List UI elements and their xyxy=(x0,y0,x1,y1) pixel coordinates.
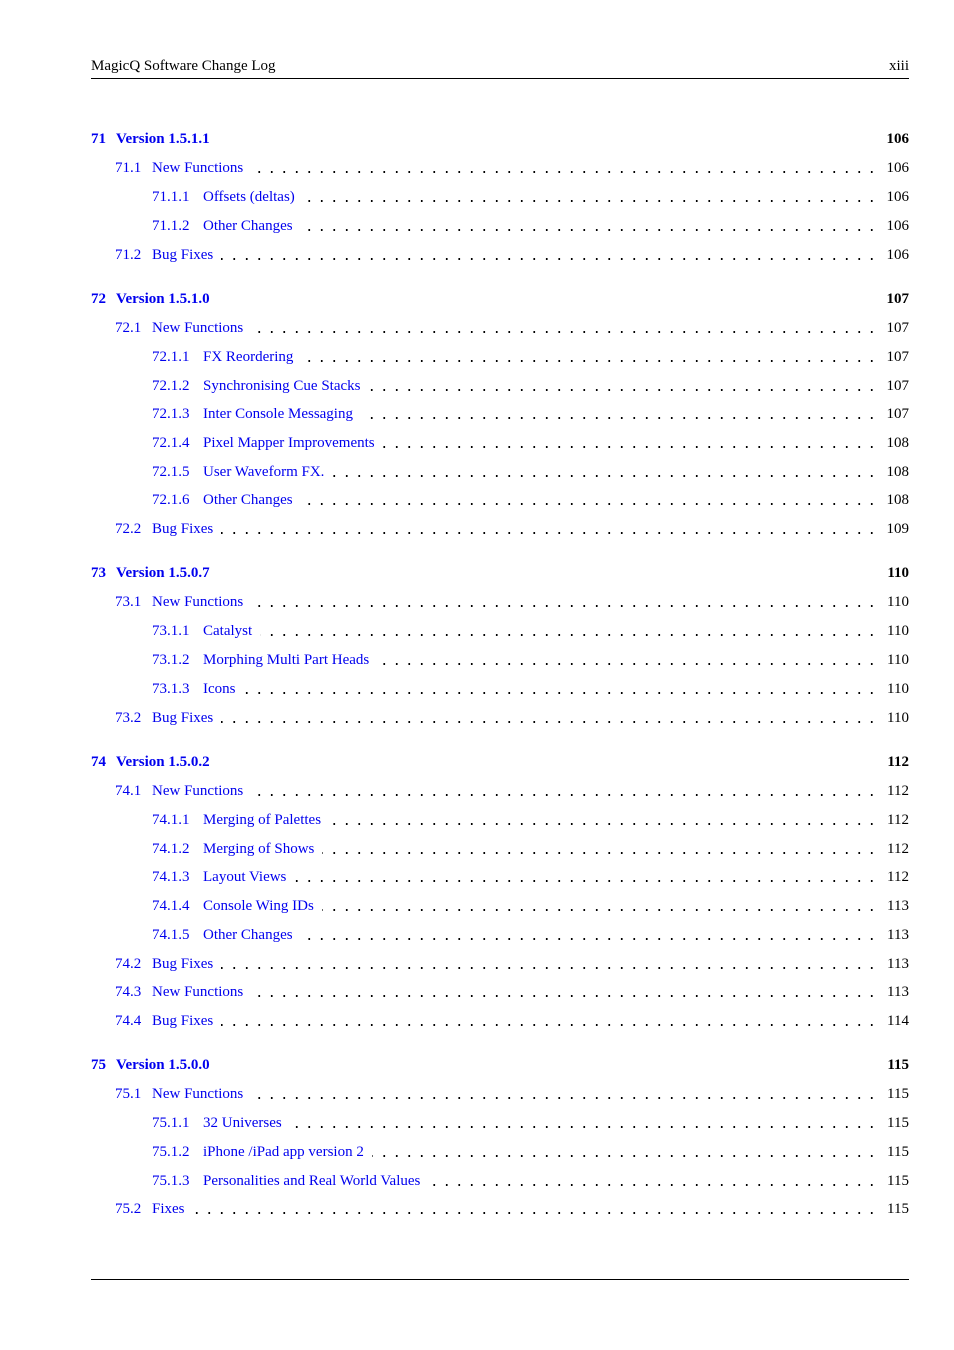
toc-entry-page: 112 xyxy=(883,867,909,887)
toc-entry-page: 108 xyxy=(883,462,910,482)
toc-section-entry[interactable] xyxy=(0,1084,954,1104)
page-header xyxy=(91,57,909,79)
toc-entry-number[interactable]: 75.1.1 xyxy=(152,1115,190,1131)
toc-entry-page: 112 xyxy=(883,810,909,830)
dot-leader xyxy=(303,187,878,207)
toc-chapter-entry[interactable] xyxy=(0,1055,954,1075)
dot-leader xyxy=(221,708,878,728)
toc-subsection-entry[interactable] xyxy=(0,347,954,367)
toc-chapter-entry[interactable] xyxy=(0,289,954,309)
toc-entry-title[interactable]: Layout Views xyxy=(203,869,287,885)
toc-entry-page: 106 xyxy=(883,129,910,149)
toc-entry-page: 115 xyxy=(883,1084,909,1104)
toc-entry-title[interactable]: Icons xyxy=(203,681,236,697)
toc-section-entry[interactable] xyxy=(0,519,954,539)
dot-leader xyxy=(260,621,878,641)
toc-subsection-entry[interactable] xyxy=(0,1113,954,1133)
toc-entry-title[interactable]: New Functions xyxy=(152,1086,244,1102)
toc-entry-number[interactable]: 72.2 xyxy=(115,521,142,537)
toc-entry-title[interactable]: 32 Universes xyxy=(203,1115,282,1131)
toc-entry-number[interactable]: 74.2 xyxy=(115,956,142,972)
toc-entry-page: 107 xyxy=(883,404,910,424)
footer-rule xyxy=(91,1279,909,1280)
toc-entry-page: 110 xyxy=(883,621,909,641)
dot-leader xyxy=(383,433,878,453)
dot-leader xyxy=(322,896,878,916)
dot-leader xyxy=(361,404,878,424)
toc-entry-page: 107 xyxy=(883,318,910,338)
page-number: xiii xyxy=(888,58,909,74)
toc-entry-page: 108 xyxy=(883,490,910,510)
toc-entry-page: 107 xyxy=(883,347,910,367)
toc-entry-page: 115 xyxy=(883,1171,909,1191)
toc-chapter-entry[interactable] xyxy=(0,752,954,772)
toc-entry-title[interactable]: FX Reordering xyxy=(203,349,294,365)
toc-entry-title[interactable]: Bug Fixes xyxy=(152,1013,214,1029)
toc-entry-title[interactable]: Version 1.5.0.2 xyxy=(116,754,210,770)
toc-entry-title[interactable]: Console Wing IDs xyxy=(203,898,314,914)
toc-entry-page: 109 xyxy=(883,519,910,539)
toc-entry-number[interactable]: 74.1.1 xyxy=(152,812,190,828)
toc-section-entry[interactable] xyxy=(0,781,954,801)
toc-subsection-entry[interactable] xyxy=(0,679,954,699)
toc-entry-number[interactable]: 73.2 xyxy=(115,710,142,726)
toc-chapter-entry[interactable] xyxy=(0,563,954,583)
toc-entry-number[interactable]: 71.1.1 xyxy=(152,189,190,205)
toc-subsection-entry[interactable] xyxy=(0,216,954,236)
toc-entry-page: 113 xyxy=(883,896,909,916)
toc-entry-number[interactable]: 74.1 xyxy=(115,783,142,799)
toc-entry-title[interactable]: Bug Fixes xyxy=(152,710,214,726)
toc-entry-number[interactable]: 75.2 xyxy=(115,1201,142,1217)
toc-subsection-entry[interactable] xyxy=(0,810,954,830)
toc-entry-title[interactable]: Merging of Palettes xyxy=(203,812,322,828)
toc-entry-title[interactable]: New Functions xyxy=(152,783,244,799)
toc-entry-title[interactable]: New Functions xyxy=(152,594,244,610)
toc-entry-title[interactable]: New Functions xyxy=(152,320,244,336)
toc-entry-number[interactable]: 71.2 xyxy=(115,247,142,263)
toc-entry-title[interactable]: Bug Fixes xyxy=(152,247,214,263)
dot-leader xyxy=(251,1084,878,1104)
toc-entry-page: 110 xyxy=(883,708,909,728)
toc-entry-number[interactable]: 72.1.3 xyxy=(152,406,190,422)
toc-entry-title[interactable]: New Functions xyxy=(152,160,244,176)
toc-entry-title[interactable]: Pixel Mapper Improvements xyxy=(203,435,375,451)
toc-section-entry[interactable] xyxy=(0,982,954,1002)
toc-entry-number[interactable]: 72.1.5 xyxy=(152,464,190,480)
toc-entry-page: 107 xyxy=(883,376,910,396)
toc-entry-number[interactable]: 75.1 xyxy=(115,1086,142,1102)
dot-leader xyxy=(251,781,878,801)
toc-entry-number[interactable]: 71.1.2 xyxy=(152,218,190,234)
toc-entry-number[interactable]: 74.1.2 xyxy=(152,841,190,857)
toc-entry-number[interactable]: 72.1 xyxy=(115,320,142,336)
toc-entry-number[interactable]: 71 xyxy=(91,131,106,147)
toc-subsection-entry[interactable] xyxy=(0,896,954,916)
toc-entry-page: 115 xyxy=(883,1113,909,1133)
dot-leader xyxy=(301,490,878,510)
toc-entry-number[interactable]: 73.1.1 xyxy=(152,623,190,639)
dot-leader xyxy=(221,1011,878,1031)
toc-subsection-entry[interactable] xyxy=(0,867,954,887)
dot-leader xyxy=(251,158,878,178)
toc-entry-title[interactable]: Catalyst xyxy=(203,623,253,639)
toc-section-entry[interactable] xyxy=(0,954,954,974)
toc-entry-title[interactable]: Synchronising Cue Stacks xyxy=(203,378,361,394)
document-title: MagicQ Software Change Log xyxy=(91,58,276,74)
toc-subsection-entry[interactable] xyxy=(0,433,954,453)
toc-entry-page: 106 xyxy=(883,158,910,178)
toc-entry-title[interactable]: New Functions xyxy=(152,984,244,1000)
toc-entry-page: 108 xyxy=(883,433,910,453)
dot-leader xyxy=(332,462,878,482)
toc-entry-page: 115 xyxy=(883,1055,909,1075)
dot-leader xyxy=(428,1171,878,1191)
toc-entry-title[interactable]: Other Changes xyxy=(203,492,293,508)
toc-entry-title[interactable]: Version 1.5.0.7 xyxy=(116,565,210,581)
dot-leader xyxy=(372,1142,878,1162)
dot-leader xyxy=(329,810,878,830)
toc-entry-title[interactable]: Fixes xyxy=(152,1201,185,1217)
dot-leader xyxy=(294,867,878,887)
toc-entry-number[interactable]: 74.1.5 xyxy=(152,927,190,943)
toc-entry-page: 110 xyxy=(883,679,909,699)
toc-entry-title[interactable]: Morphing Multi Part Heads xyxy=(203,652,370,668)
toc-entry-number[interactable]: 75 xyxy=(91,1057,106,1073)
toc-entry-page: 112 xyxy=(883,752,909,772)
toc-entry-page: 112 xyxy=(883,781,909,801)
toc-subsection-entry[interactable] xyxy=(0,839,954,859)
toc-subsection-entry[interactable] xyxy=(0,621,954,641)
toc-section-entry[interactable] xyxy=(0,1011,954,1031)
toc-entry-page: 106 xyxy=(883,245,910,265)
toc-entry-title[interactable]: iPhone /iPad app version 2 xyxy=(203,1144,364,1160)
toc-entry-title[interactable]: User Waveform FX. xyxy=(203,464,325,480)
toc-entry-page: 113 xyxy=(883,982,909,1002)
toc-section-entry[interactable] xyxy=(0,708,954,728)
toc-entry-page: 113 xyxy=(883,954,909,974)
toc-entry-title[interactable]: Version 1.5.0.0 xyxy=(116,1057,210,1073)
toc-entry-title[interactable]: Inter Console Messaging xyxy=(203,406,353,422)
toc-entry-number[interactable]: 73 xyxy=(91,565,106,581)
toc-entry-number[interactable]: 72.1.6 xyxy=(152,492,190,508)
dot-leader xyxy=(322,839,878,859)
toc-entry-number[interactable]: 72 xyxy=(91,291,106,307)
toc-section-entry[interactable] xyxy=(0,158,954,178)
toc-entry-number[interactable]: 75.1.2 xyxy=(152,1144,190,1160)
dot-leader xyxy=(251,592,878,612)
toc-subsection-entry[interactable] xyxy=(0,650,954,670)
dot-leader xyxy=(193,1199,878,1219)
dot-leader xyxy=(301,347,878,367)
toc-section-entry[interactable] xyxy=(0,1199,954,1219)
toc-subsection-entry[interactable] xyxy=(0,187,954,207)
toc-entry-page: 110 xyxy=(883,592,909,612)
toc-entry-number[interactable]: 73.1 xyxy=(115,594,142,610)
dot-leader xyxy=(369,376,878,396)
dot-leader xyxy=(290,1113,878,1133)
toc-entry-page: 112 xyxy=(883,839,909,859)
toc-subsection-entry[interactable] xyxy=(0,925,954,945)
toc-subsection-entry[interactable] xyxy=(0,376,954,396)
toc-entry-number[interactable]: 72.1.4 xyxy=(152,435,190,451)
toc-entry-page: 115 xyxy=(883,1199,909,1219)
toc-entry-number[interactable]: 74.1.3 xyxy=(152,869,190,885)
toc-entry-title[interactable]: Bug Fixes xyxy=(152,956,214,972)
toc-entry-title[interactable]: Version 1.5.1.1 xyxy=(116,131,210,147)
toc-entry-page: 106 xyxy=(883,187,910,207)
toc-entry-title[interactable]: Offsets (deltas) xyxy=(203,189,295,205)
dot-leader xyxy=(244,679,878,699)
toc-entry-number[interactable]: 74.1.4 xyxy=(152,898,190,914)
toc-entry-number[interactable]: 72.1.2 xyxy=(152,378,190,394)
toc-entry-number[interactable]: 73.1.3 xyxy=(152,681,190,697)
toc-entry-number[interactable]: 72.1.1 xyxy=(152,349,190,365)
toc-subsection-entry[interactable] xyxy=(0,1142,954,1162)
dot-leader xyxy=(251,318,878,338)
dot-leader xyxy=(221,245,878,265)
toc-entry-title[interactable]: Other Changes xyxy=(203,218,293,234)
toc-entry-title[interactable]: Version 1.5.1.0 xyxy=(116,291,210,307)
toc-section-entry[interactable] xyxy=(0,245,954,265)
toc-entry-page: 113 xyxy=(883,925,909,945)
toc-entry-page: 114 xyxy=(883,1011,909,1031)
dot-leader xyxy=(301,925,878,945)
toc-subsection-entry[interactable] xyxy=(0,462,954,482)
toc-chapter-entry[interactable] xyxy=(0,129,954,149)
toc-entry-number[interactable]: 74 xyxy=(91,754,106,770)
dot-leader xyxy=(301,216,878,236)
toc-entry-page: 115 xyxy=(883,1142,909,1162)
toc-entry-number[interactable]: 74.4 xyxy=(115,1013,142,1029)
toc-entry-page: 106 xyxy=(883,216,910,236)
toc-entry-page: 107 xyxy=(883,289,910,309)
toc-section-entry[interactable] xyxy=(0,592,954,612)
toc-subsection-entry[interactable] xyxy=(0,1171,954,1191)
toc-entry-number[interactable]: 73.1.2 xyxy=(152,652,190,668)
toc-entry-page: 110 xyxy=(883,650,909,670)
dot-leader xyxy=(377,650,878,670)
toc-entry-title[interactable]: Merging of Shows xyxy=(203,841,315,857)
toc-section-entry[interactable] xyxy=(0,318,954,338)
dot-leader xyxy=(221,519,878,539)
dot-leader xyxy=(221,954,878,974)
toc-entry-title[interactable]: Personalities and Real World Values xyxy=(203,1173,421,1189)
toc-subsection-entry[interactable] xyxy=(0,490,954,510)
dot-leader xyxy=(251,982,878,1002)
toc-subsection-entry[interactable] xyxy=(0,404,954,424)
toc-entry-number[interactable]: 74.3 xyxy=(115,984,142,1000)
toc-entry-page: 110 xyxy=(883,563,909,583)
toc-entry-title[interactable]: Other Changes xyxy=(203,927,293,943)
toc-entry-number[interactable]: 71.1 xyxy=(115,160,142,176)
toc-entry-title[interactable]: Bug Fixes xyxy=(152,521,214,537)
toc-entry-number[interactable]: 75.1.3 xyxy=(152,1173,190,1189)
